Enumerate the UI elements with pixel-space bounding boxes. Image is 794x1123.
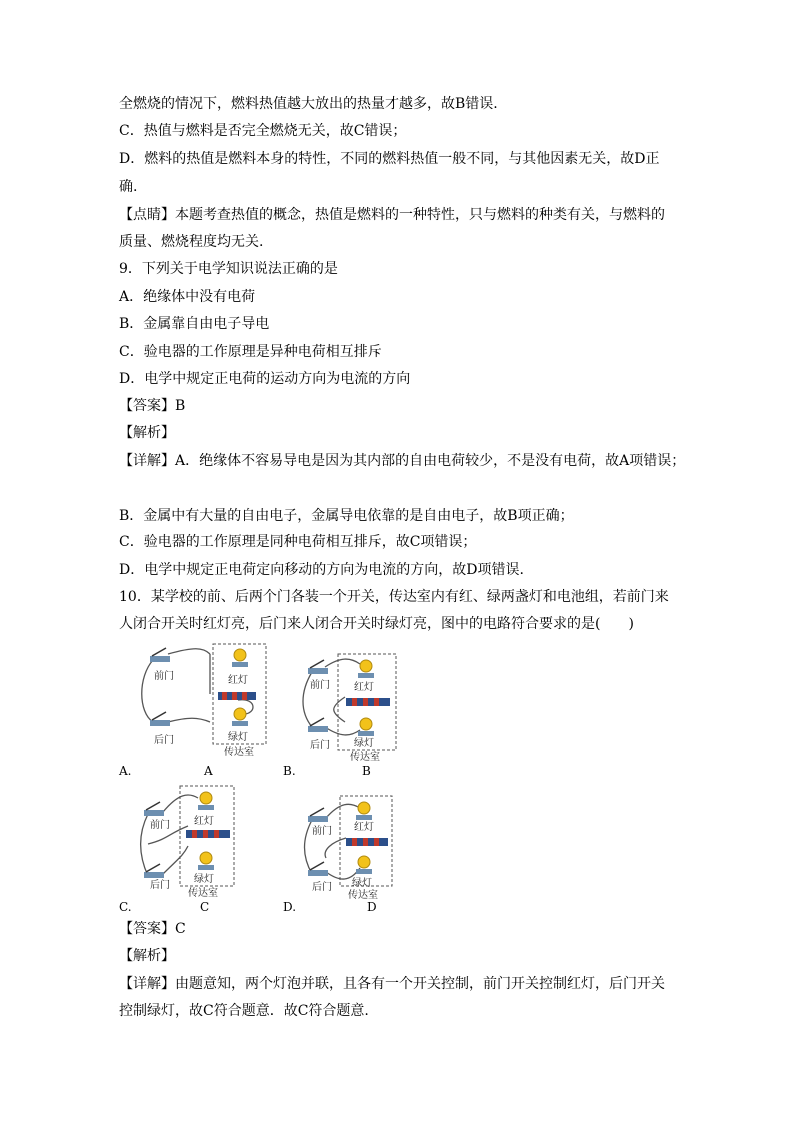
red-light-label: 红灯 [194, 816, 214, 827]
back-door-label: 后门 [150, 880, 170, 891]
option-d-letter: D [367, 900, 377, 914]
back-door-label: 后门 [312, 882, 332, 893]
text-line-4: 确. [119, 179, 138, 195]
red-light-label: 红灯 [228, 675, 248, 686]
circuit-figure-a [138, 642, 268, 762]
q9-option-d: D．电学中规定正电荷的运动方向为电流的方向 [119, 371, 411, 387]
option-c-letter: C [200, 900, 210, 914]
text-line-2: C．热值与燃料是否完全燃烧无关，故C错误； [119, 123, 407, 139]
red-light-label: 红灯 [354, 822, 374, 833]
q9-analysis: 【解析】 [119, 425, 175, 441]
option-c-prefix: C. [119, 900, 132, 914]
q10-analysis: 【解析】 [119, 948, 175, 964]
front-door-label: 前门 [150, 820, 170, 831]
red-light-label: 红灯 [354, 682, 374, 693]
option-b-letter: B [362, 764, 371, 778]
text-line-6: 质量、燃烧程度均无关. [119, 234, 264, 250]
q9-option-b: B．金属靠自由电子导电 [119, 316, 270, 332]
option-a-letter: A [204, 764, 213, 778]
option-b-prefix: B. [283, 764, 296, 778]
front-door-label: 前门 [310, 680, 330, 691]
back-door-label: 后门 [310, 740, 330, 751]
q10-detail-line-1: 【详解】由题意知，两个灯泡并联，且各有一个开关控制，前门开关控制红灯，后门开关 [119, 976, 665, 992]
circuit-figure-c [138, 784, 238, 902]
text-line-3: D．燃料的热值是燃料本身的特性，不同的燃料热值一般不同，与其他因素无关，故D正 [119, 151, 660, 167]
question-10-line-1: 10．某学校的前、后两个门各装一个开关，传达室内有红、绿两盏灯和电池组，若前门来 [119, 589, 669, 605]
q9-detail-b: B．金属中有大量的自由电子，金属导电依靠的是自由电子，故B项正确； [119, 508, 574, 524]
green-light-label: 绿灯 [352, 878, 372, 889]
room-label: 传达室 [224, 747, 254, 758]
text-line-5: 【点睛】本题考查热值的概念，热值是燃料的一种特性，只与燃料的种类有关，与燃料的 [119, 207, 665, 223]
circuit-figure-b [300, 652, 400, 772]
front-door-label: 前门 [312, 826, 332, 837]
room-label: 传达室 [348, 890, 378, 901]
option-d-prefix: D. [283, 900, 297, 914]
green-light-label: 绿灯 [194, 874, 214, 885]
question-10-line-2: 人闭合开关时红灯亮，后门来人闭合开关时绿灯亮，图中的电路符合要求的是( ) [119, 616, 634, 632]
back-door-label: 后门 [154, 735, 174, 746]
q9-detail-a: 【详解】A．绝缘体不容易导电是因为其内部的自由电荷较少，不是没有电荷，故A项错误； [119, 453, 686, 469]
q9-detail-d: D．电学中规定正电荷定向移动的方向为电流的方向，故D项错误. [119, 562, 524, 578]
green-light-label: 绿灯 [354, 738, 374, 749]
q9-option-a: A．绝缘体中没有电荷 [119, 289, 256, 305]
q9-detail-c: C．验电器的工作原理是同种电荷相互排斥，故C项错误； [119, 534, 477, 550]
option-a-prefix: A. [119, 764, 132, 778]
room-label: 传达室 [188, 888, 218, 899]
front-door-label: 前门 [154, 671, 174, 682]
q9-option-c: C．验电器的工作原理是异种电荷相互排斥 [119, 344, 382, 360]
green-light-label: 绿灯 [228, 732, 248, 743]
text-line-1: 全燃烧的情况下，燃料热值越大放出的热量才越多，故B错误. [119, 96, 498, 112]
q9-answer: 【答案】B [119, 398, 186, 414]
circuit-figure-d [302, 794, 396, 904]
q10-detail-line-2: 控制绿灯，故C符合题意．故C符合题意. [119, 1003, 369, 1019]
question-9: 9．下列关于电学知识说法正确的是 [119, 261, 338, 277]
q10-answer: 【答案】C [119, 921, 186, 937]
room-label: 传达室 [350, 752, 380, 763]
